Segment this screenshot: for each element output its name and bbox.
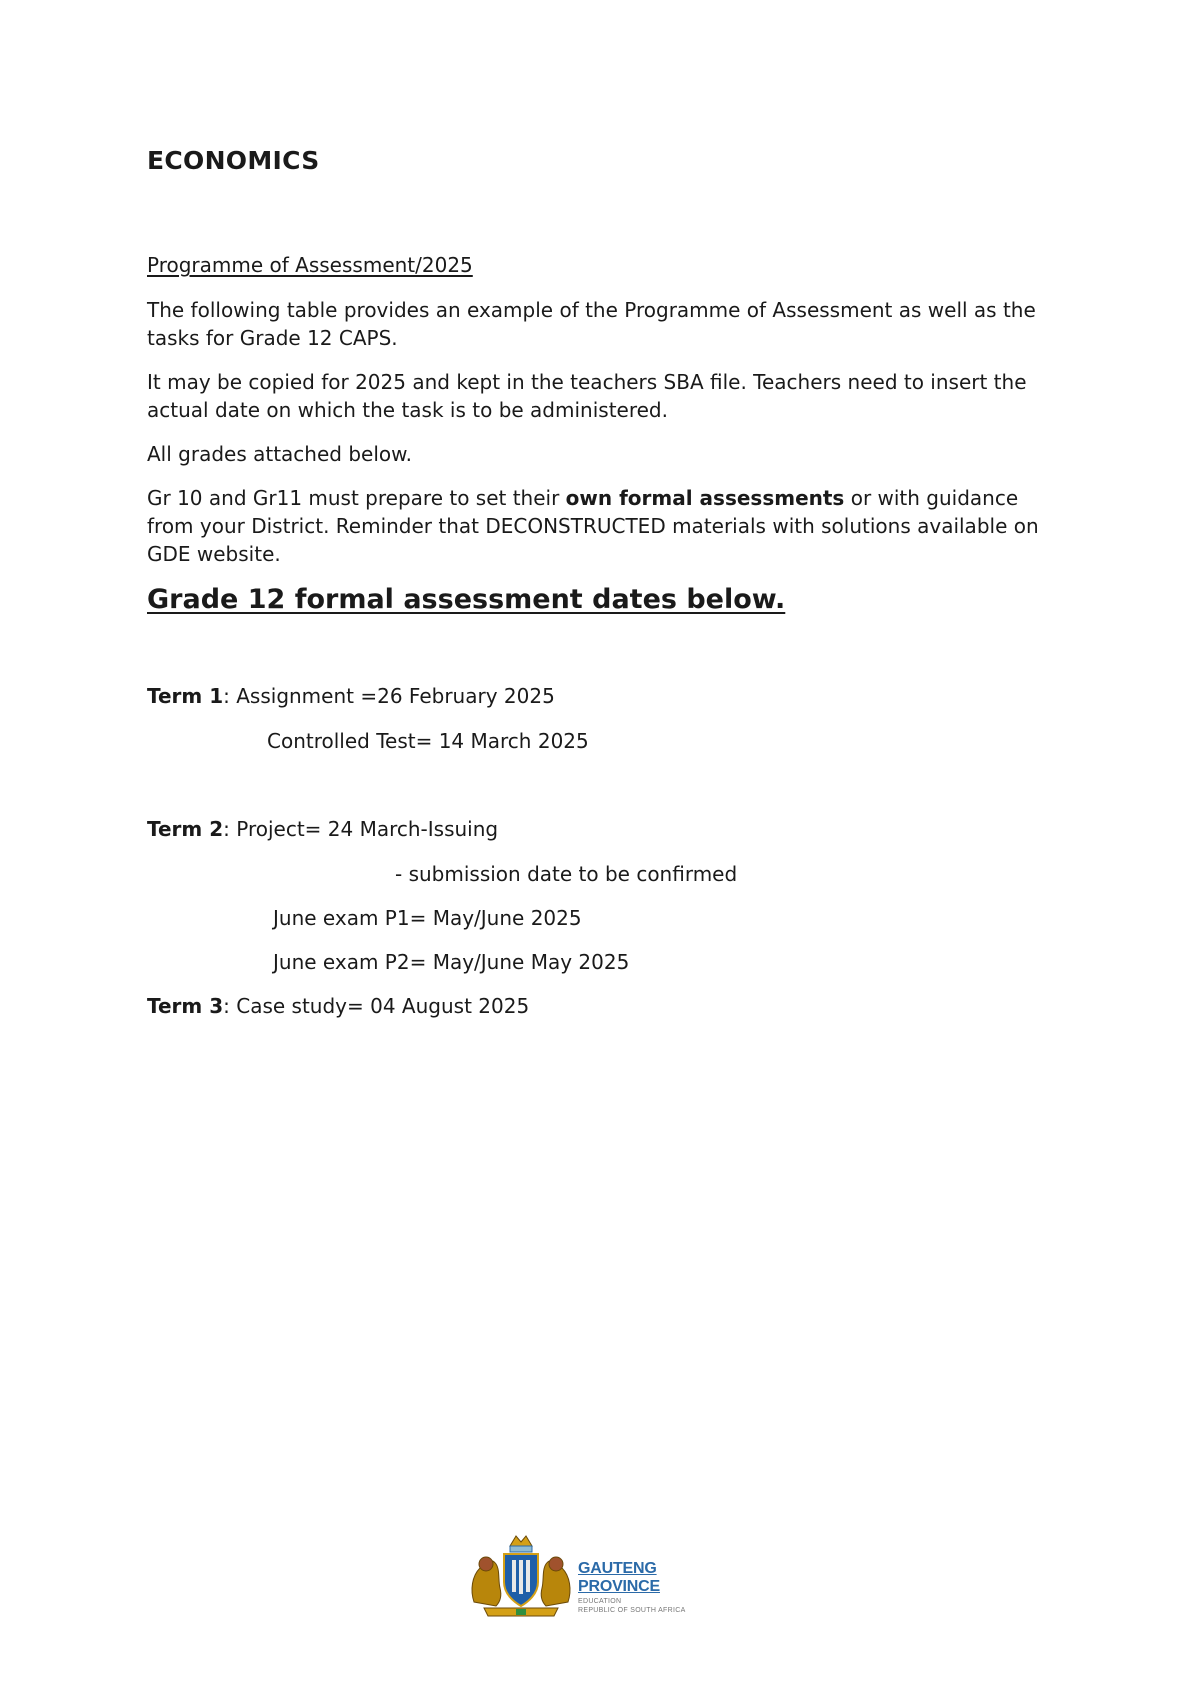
paragraph-all-grades: All grades attached below. bbox=[147, 442, 412, 466]
term-2-submission: - submission date to be confirmed bbox=[395, 862, 738, 886]
paragraph-gr10-gr11 bbox=[147, 484, 1047, 568]
logo-republic: REPUBLIC OF SOUTH AFRICA bbox=[578, 1607, 686, 1614]
term-2-label: Term 2 bbox=[147, 817, 224, 841]
paragraph-intro: The following table provides an example of the Programme of Assessment as well as the tasks for Grade 12 CAPS. bbox=[147, 298, 1036, 350]
grade-12-heading: Grade 12 formal assessment dates below. bbox=[147, 584, 786, 615]
section-heading: Programme of Assessment/2025 bbox=[147, 253, 473, 277]
term-1-label: Term 1 bbox=[147, 684, 224, 708]
logo-text bbox=[578, 1560, 736, 1614]
gauteng-logo bbox=[466, 1530, 736, 1620]
term-2-text: : Project= 24 March-Issuing bbox=[223, 817, 499, 841]
logo-education: EDUCATION bbox=[578, 1598, 622, 1605]
logo-province-name: GAUTENG PROVINCE bbox=[578, 1560, 660, 1595]
coat-of-arms-icon bbox=[466, 1530, 576, 1620]
term-2-june-p1: June exam P1= May/June 2025 bbox=[273, 906, 582, 930]
term-3-label: Term 3 bbox=[147, 994, 224, 1018]
paragraph-gr10-bold: own formal assessments bbox=[565, 486, 845, 510]
paragraph-gr10-text-before: Gr 10 and Gr11 must prepare to set their bbox=[147, 486, 566, 510]
term-3-line bbox=[147, 992, 529, 1020]
term-1-line bbox=[147, 682, 555, 710]
term-2-line bbox=[147, 815, 498, 843]
term-1-controlled-test: Controlled Test= 14 March 2025 bbox=[267, 729, 589, 753]
term-1-text: : Assignment =26 February 2025 bbox=[223, 684, 555, 708]
paragraph-sba-file: It may be copied for 2025 and kept in the teachers SBA file. Teachers need to insert the actual date on which the task is to be administered. bbox=[147, 370, 1027, 422]
term-2-june-p2: June exam P2= May/June May 2025 bbox=[273, 950, 630, 974]
document-title: ECONOMICS bbox=[147, 146, 320, 175]
paragraph-gr10-text-after: or with guidance from your District. Reminder that DECONSTRUCTED materials with solutions available on GDE website. bbox=[147, 486, 1039, 566]
term-3-text: : Case study= 04 August 2025 bbox=[223, 994, 530, 1018]
